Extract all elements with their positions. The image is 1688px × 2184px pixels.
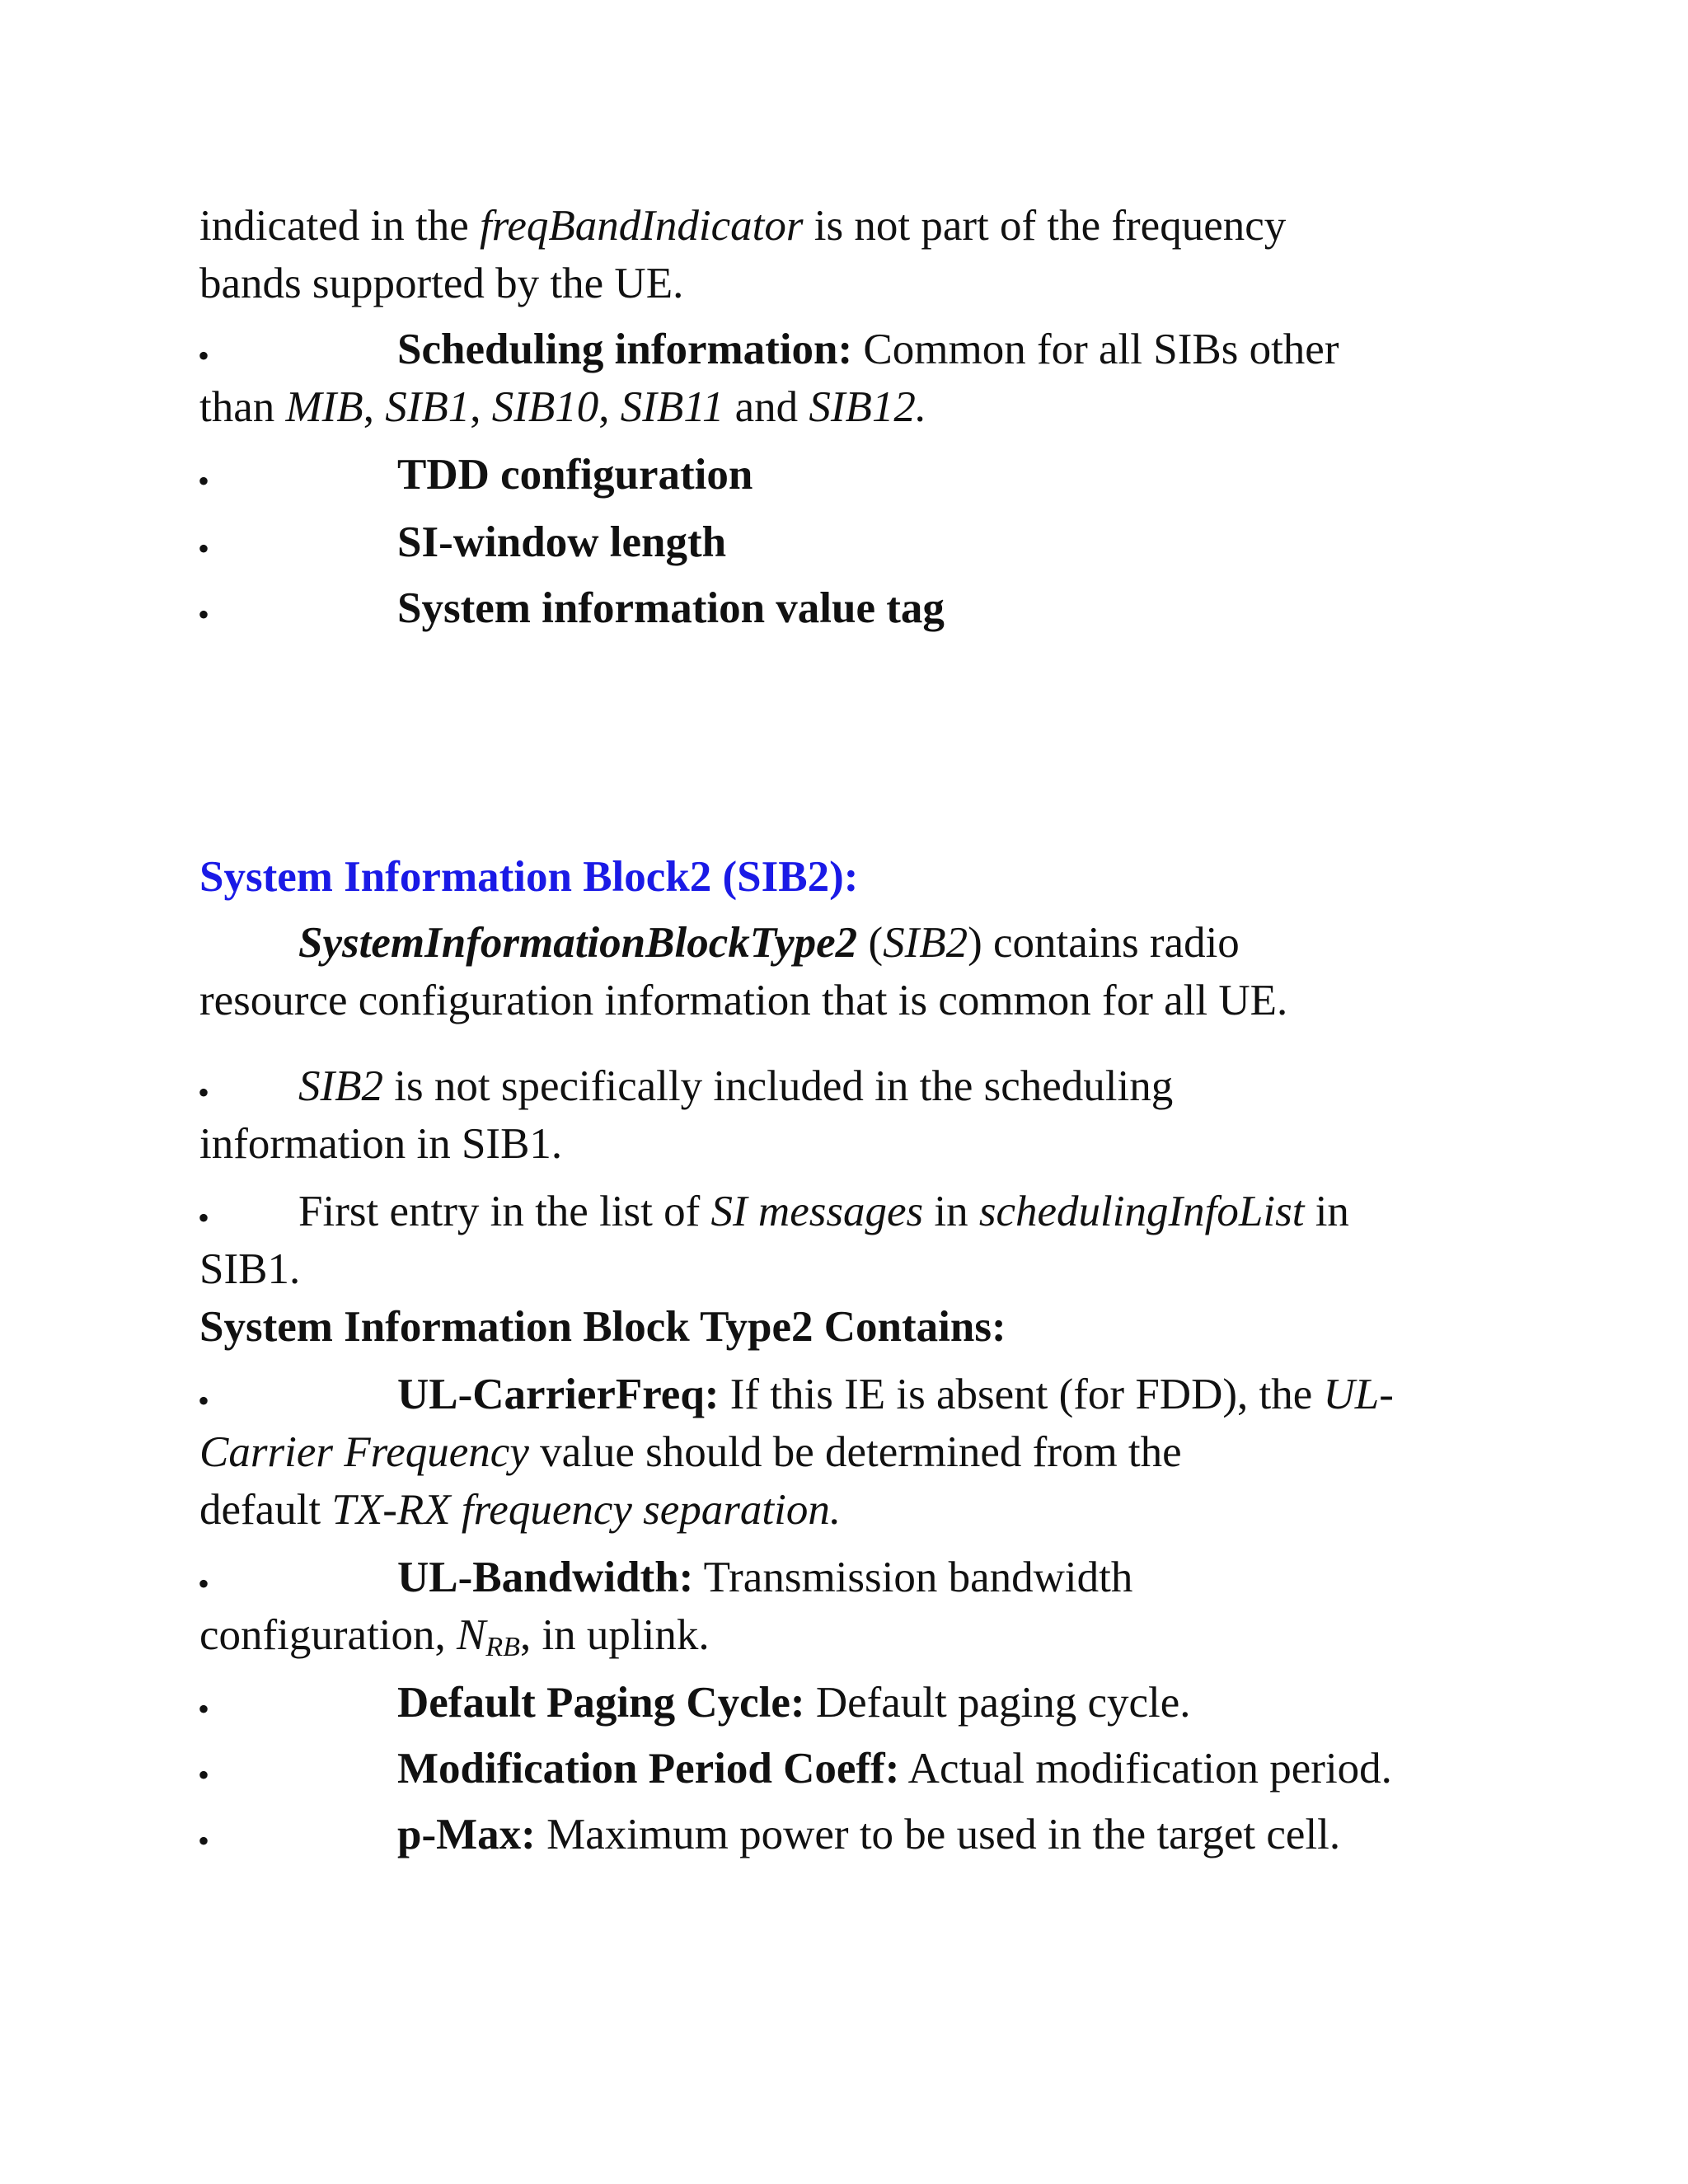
sib2-bullet-2-cont: SIB1. [199, 1245, 301, 1293]
term-sib2: SIB2 [883, 919, 968, 967]
text: than [199, 383, 286, 431]
text: Actual modification period. [899, 1745, 1392, 1793]
top-paragraph-line-1 [199, 204, 1286, 248]
text: in [1304, 1188, 1349, 1235]
text: is not specifically included in the scheduling [383, 1062, 1174, 1110]
text: If this IE is absent (for FDD), the [719, 1371, 1324, 1418]
ul-bandwidth-label: UL-Bandwidth: [397, 1554, 694, 1601]
ul-carrier-freq-label: UL-CarrierFreq: [397, 1371, 720, 1418]
sib2-intro-line-2: resource configuration information that is common for all UE. [199, 977, 1288, 1024]
text: Common for all SIBs other [852, 326, 1339, 373]
bullet-icon: • [198, 530, 210, 567]
bullet-icon: • [198, 1074, 210, 1111]
term-sib12: SIB12. [809, 383, 927, 431]
text: value should be determined from the [528, 1428, 1182, 1476]
term-sib2: SIB2 [298, 1062, 384, 1110]
sib2-bullet-2 [298, 1190, 1349, 1234]
bullet-icon: • [198, 596, 210, 633]
term-sib10: SIB10 [491, 383, 599, 431]
text: indicated in the [199, 202, 480, 250]
sib2-type-term: SystemInformationBlockType2 [298, 919, 858, 967]
tdd-configuration-item: TDD configuration [397, 451, 753, 499]
text: Transmission bandwidth [693, 1554, 1133, 1601]
freq-band-indicator-term: freqBandIndicator [479, 202, 804, 250]
bullet-icon: • [198, 1382, 210, 1419]
default-paging-cycle-label: Default Paging Cycle: [397, 1679, 805, 1727]
text: , [470, 383, 492, 431]
scheduling-information-label: Scheduling information: [397, 326, 853, 373]
ul-bandwidth-item [397, 1556, 1132, 1600]
bullet-icon: • [198, 462, 210, 499]
text: ( [857, 919, 884, 967]
bullet-icon: • [198, 1199, 210, 1236]
term-carrier-frequency: Carrier Frequency [199, 1428, 529, 1476]
sib2-contains-heading: System Information Block Type2 Contains: [199, 1303, 1006, 1351]
ul-bandwidth-cont [199, 1611, 710, 1662]
text: configuration, [199, 1611, 457, 1659]
text: ) contains radio [968, 919, 1240, 967]
bullet-icon: • [198, 1756, 210, 1793]
text: in [923, 1188, 979, 1235]
default-paging-cycle-item [397, 1681, 1191, 1725]
ul-carrier-freq-cont-2 [199, 1488, 841, 1532]
sib2-bullet-1 [298, 1062, 1174, 1110]
bullet-icon: • [198, 337, 210, 374]
term-scheduling-info-list: schedulingInfoList [978, 1188, 1305, 1235]
term-n-rb-subscript: RB [485, 1632, 520, 1662]
term-sib11: SIB11 [620, 383, 724, 431]
term-mib: MIB [285, 383, 363, 431]
text: , [598, 383, 621, 431]
text: and [724, 383, 809, 431]
modification-period-coeff-item [397, 1747, 1392, 1791]
top-paragraph-line-2: bands supported by the UE. [199, 260, 684, 307]
sib2-intro-line-1 [298, 921, 1240, 965]
text: default [199, 1486, 332, 1534]
bullet-icon: • [198, 1690, 210, 1727]
term-ul: UL- [1323, 1371, 1394, 1418]
modification-period-coeff-label: Modification Period Coeff: [397, 1745, 900, 1793]
si-window-length-item: SI-window length [397, 518, 727, 566]
term-tx-rx-separation: TX-RX frequency separation. [331, 1486, 842, 1534]
ul-carrier-freq-item [397, 1373, 1394, 1417]
text: , in uplink. [519, 1611, 710, 1659]
scheduling-information-item [397, 328, 1339, 372]
bullet-icon: • [198, 1565, 210, 1602]
text: Default paging cycle. [804, 1679, 1191, 1727]
term-sib1: SIB1 [385, 383, 471, 431]
p-max-item [397, 1813, 1340, 1857]
p-max-label: p-Max: [397, 1811, 536, 1858]
text: is not part of the frequency [803, 202, 1287, 250]
text: Maximum power to be used in the target cell. [535, 1811, 1341, 1858]
bullet-icon: • [198, 1822, 210, 1859]
sib2-heading: System Information Block2 (SIB2): [199, 853, 859, 901]
system-information-value-tag-item: System information value tag [397, 584, 945, 632]
text: First entry in the list of [298, 1188, 711, 1235]
scheduling-information-cont [199, 383, 927, 431]
sib2-bullet-1-cont: information in SIB1. [199, 1120, 563, 1168]
text: , [363, 383, 386, 431]
ul-carrier-freq-cont-1 [199, 1428, 1182, 1476]
term-si-messages: SI messages [710, 1188, 924, 1235]
term-n-rb: N [457, 1611, 486, 1659]
